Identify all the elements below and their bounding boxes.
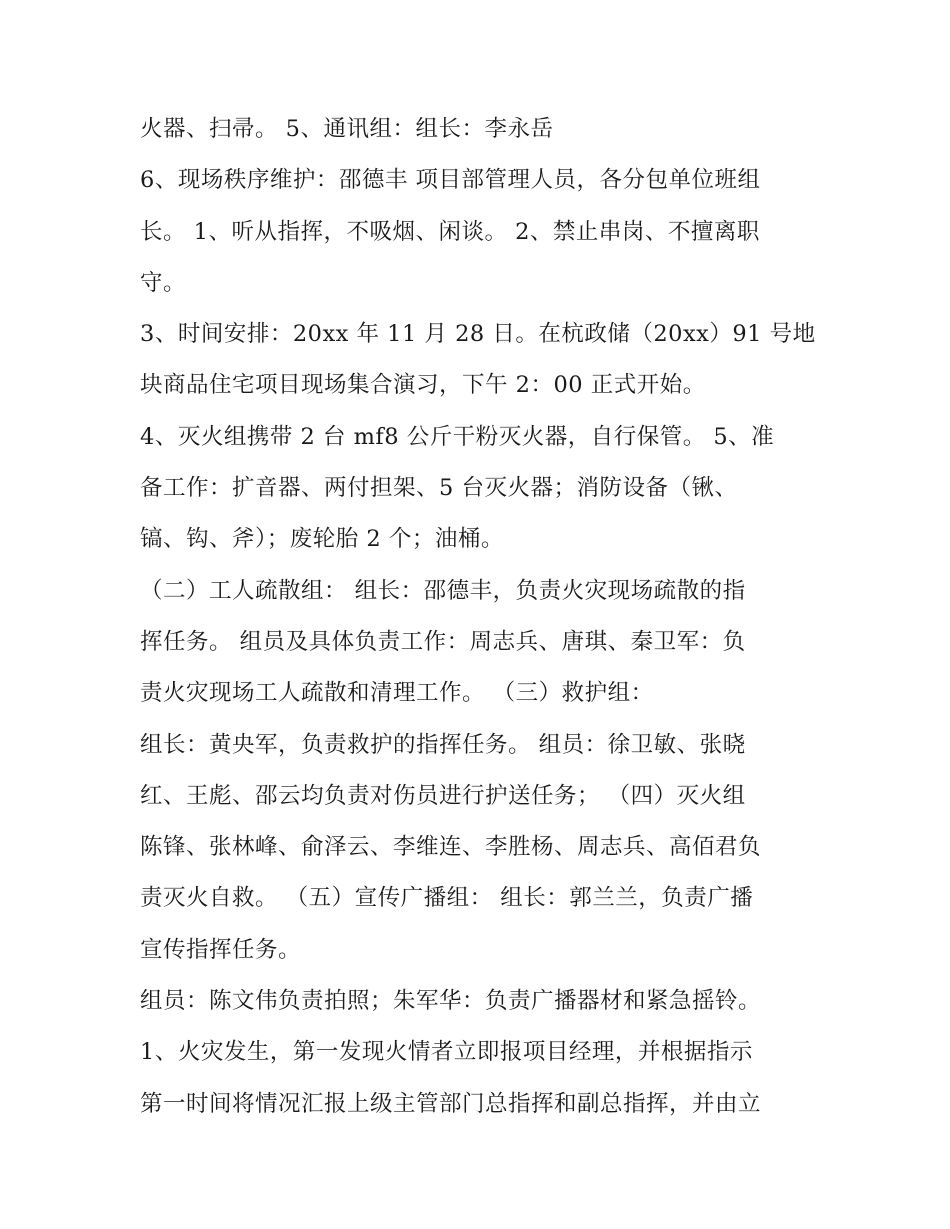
text-line: 责火灾现场工人疏散和清理工作。 （三）救护组：: [140, 680, 654, 707]
text-line: 陈锋、张林峰、俞泽云、李维连、李胜杨、周志兵、高佰君负: [140, 834, 762, 861]
text-line: 红、王彪、邵云均负责对伤员进行护送任务； （四）灭火组: [140, 782, 746, 809]
text-line: 责灭火自救。 （五）宣传广播组： 组长：郭兰兰，负责广播: [140, 885, 754, 912]
text-line: 组员：陈文伟负责拍照；朱军华：负责广播器材和紧急摇铃。: [140, 988, 762, 1015]
text-line: 1、火灾发生，第一发现火情者立即报项目经理，并根据指示: [140, 1039, 753, 1066]
document-body: [140, 104, 820, 1130]
text-line: 块商品住宅项目现场集合演习，下午 2：00 正式开始。: [140, 372, 706, 399]
text-line: 组长：黄央军，负责救护的指挥任务。 组员：徐卫敏、张晓: [140, 731, 746, 758]
text-line: 3、时间安排：20xx 年 11 月 28 日。在杭政储（20xx）91 号地: [140, 321, 816, 348]
text-line: 守。: [140, 269, 187, 296]
text-line: 宣传指挥任务。: [140, 936, 302, 963]
text-line: 6、现场秩序维护：邵德丰 项目部管理人员，各分包单位班组: [140, 167, 761, 194]
text-line: 4、灭火组携带 2 台 mf8 公斤干粉灭火器，自行保管。 5、准: [140, 423, 775, 450]
text-line: 备工作：扩音器、两付担架、5 台灭火器；消防设备（锹、: [140, 475, 738, 502]
text-line: 挥任务。 组员及具体负责工作：周志兵、唐琪、秦卫军：负: [140, 628, 746, 655]
text-line: 长。 1、听从指挥，不吸烟、闲谈。 2、禁止串岗、不擅离职: [140, 218, 760, 245]
text-line: 镐、钩、斧）；废轮胎 2 个；油桶。: [140, 526, 504, 553]
text-line: （二）工人疏散组： 组长：邵德丰，负责火灾现场疏散的指: [140, 577, 746, 604]
text-line: 火器、扫帚。 5、通讯组：组长：李永岳: [140, 116, 554, 142]
text-line: 第一时间将情况汇报上级主管部门总指挥和副总指挥，并由立: [140, 1090, 762, 1117]
